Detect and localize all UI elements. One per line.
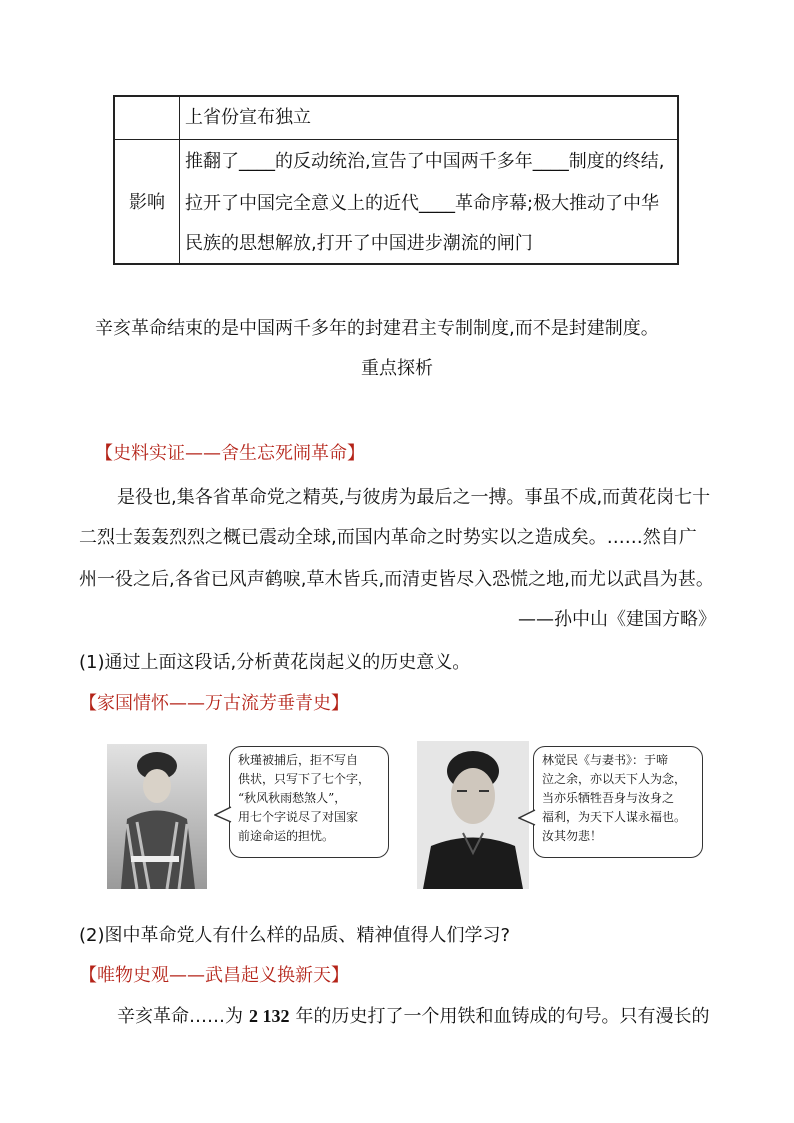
quote-line-2: 二烈士轰轰烈烈之概已震动全球,而国内革命之时势实以之造成矣。……然自广 [79,527,697,548]
table-cell-label-impact: 影响 [129,192,165,213]
table-cell-impact-line2: 拉开了中国完全意义上的近代____革命序幕;极大推动了中华 [185,193,660,214]
table-cell-row1: 上省份宣布独立 [185,107,311,128]
quote-line-1: 是役也,集各省革命党之精英,与彼虏为最后之一搏。事虽不成,而黄花岗七十 [117,487,711,508]
table-cell-impact-line3: 民族的思想解放,打开了中国进步潮流的闸门 [185,233,533,254]
bubble-right-line-3: 当亦乐牺牲吾身与汝身之 [542,791,675,805]
bubble-left-line-2: 供状，只写下了七个字， [238,772,371,786]
bubble-left-line-5: 前途命运的担忧。 [238,829,335,843]
speech-bubble-qiu-jin [229,746,389,858]
paragraph-block3-prefix: 辛亥革命……为 [117,1006,243,1027]
portrait-photo-qiu-jin [107,744,207,889]
heading-evidence: 【史料实证——舍生忘死闹革命】 [95,443,365,464]
question-1: (1)通过上面这段话,分析黄花岗起义的历史意义。 [79,652,471,673]
table-column-divider [179,97,180,263]
paragraph-block3-number: 2 132 [249,1006,290,1026]
bubble-right-line-2: 泣之余，亦以天下人为念， [542,772,687,786]
quote-source: ——孙中山《建国方略》 [518,609,716,630]
table-cell-impact-line1: 推翻了____的反动统治,宣告了中国两千多年____制度的终结, [185,151,665,172]
bubble-left-line-3: “秋风秋雨愁煞人”， [238,791,347,805]
bubble-right-line-4: 福利，为天下人谋永福也。 [542,810,687,824]
question-2: (2)图中革命党人有什么样的品质、精神值得人们学习? [79,925,511,946]
quote-line-3: 州一役之后,各省已风声鹤唳,草木皆兵,而清吏皆尽入恐慌之地,而尤以武昌为甚。 [79,569,714,590]
bubble-tail-right [518,808,536,828]
summary-table [113,95,679,265]
heading-patriotism: 【家国情怀——万古流芳垂青史】 [79,693,349,714]
portrait-photo-lin-juemin [417,741,529,889]
bubble-left-line-4: 用七个字说尽了对国家 [238,810,359,824]
table-row-divider [115,139,677,140]
bubble-left-line-1: 秋瑾被捕后，拒不写自 [238,753,359,767]
paragraph-block3-suffix: 年的历史打了一个用铁和血铸成的句号。只有漫长的 [295,1006,710,1027]
bubble-right-line-5: 汝其勿悲！ [542,829,603,843]
section-title: 重点探析 [361,358,433,379]
heading-materialism: 【唯物史观——武昌起义换新天】 [79,965,349,986]
bubble-tail-left [214,805,232,825]
speech-bubble-lin-juemin [533,746,703,858]
note-text: 辛亥革命结束的是中国两千多年的封建君主专制制度,而不是封建制度。 [95,318,659,339]
bubble-right-line-1: 林觉民《与妻书》：于啼 [542,753,669,767]
paragraph-block3 [117,1005,710,1028]
